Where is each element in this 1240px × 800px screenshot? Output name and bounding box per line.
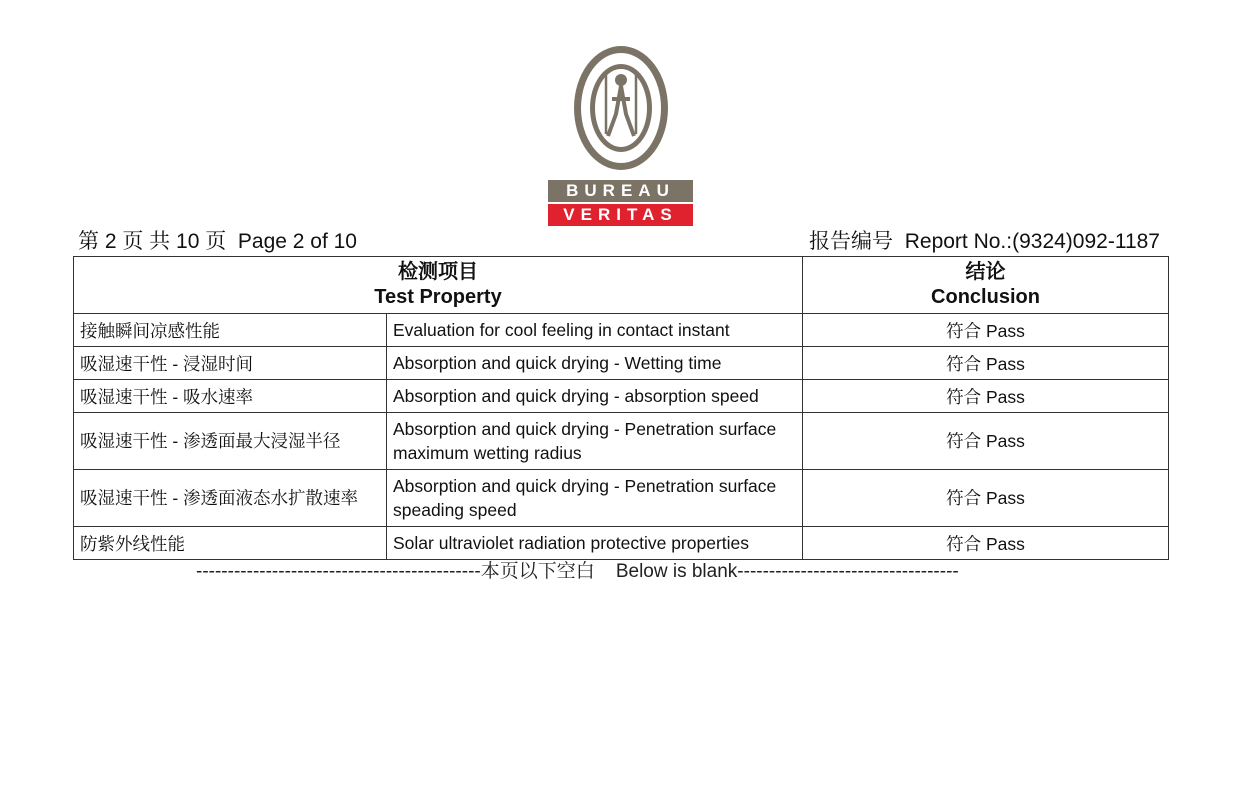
table-header-row bbox=[74, 257, 1169, 314]
row-property-cn: 吸湿速干性 - 渗透面最大浸湿半径 bbox=[74, 413, 387, 470]
report-number-cn: 报告编号 bbox=[809, 230, 894, 253]
table-row bbox=[74, 314, 1169, 347]
row-result: 符合 Pass bbox=[803, 380, 1169, 413]
row-property-en: Absorption and quick drying - Wetting time bbox=[387, 347, 803, 380]
table-row bbox=[74, 380, 1169, 413]
table-row bbox=[74, 470, 1169, 527]
row-result: 符合 Pass bbox=[803, 470, 1169, 527]
column-header-test-property bbox=[74, 257, 803, 314]
logo-word-bureau: BUREAU bbox=[548, 180, 693, 202]
bureau-veritas-seal-icon bbox=[572, 44, 670, 172]
row-result: 符合 Pass bbox=[803, 347, 1169, 380]
row-property-en: Absorption and quick drying - Penetration surface speading speed bbox=[387, 470, 803, 527]
row-result: 符合 Pass bbox=[803, 314, 1169, 347]
row-property-en: Absorption and quick drying - absorption speed bbox=[387, 380, 803, 413]
column-header-cn: 结论 bbox=[965, 261, 1006, 283]
row-result: 符合 Pass bbox=[803, 413, 1169, 470]
row-property-en: Absorption and quick drying - Penetration surface maximum wetting radius bbox=[387, 413, 803, 470]
test-results-table bbox=[73, 256, 1169, 560]
row-property-cn: 吸湿速干性 - 渗透面液态水扩散速率 bbox=[74, 470, 387, 527]
column-header-en: Conclusion bbox=[931, 286, 1040, 308]
page-indicator-en: Page 2 of 10 bbox=[237, 230, 357, 253]
report-number-value: Report No.:(9324)092-1187 bbox=[904, 230, 1160, 253]
page-indicator-cn: 第 2 页 共 10 页 bbox=[78, 230, 227, 253]
bureau-veritas-logo bbox=[548, 44, 693, 226]
row-property-en: Solar ultraviolet radiation protective properties bbox=[387, 527, 803, 560]
table-row bbox=[74, 527, 1169, 560]
page-indicator bbox=[78, 225, 357, 255]
row-property-en: Evaluation for cool feeling in contact instant bbox=[387, 314, 803, 347]
row-result: 符合 Pass bbox=[803, 527, 1169, 560]
table-row bbox=[74, 347, 1169, 380]
row-property-cn: 吸湿速干性 - 吸水速率 bbox=[74, 380, 387, 413]
column-header-en: Test Property bbox=[374, 286, 502, 308]
table-row bbox=[74, 413, 1169, 470]
column-header-conclusion bbox=[803, 257, 1169, 314]
row-property-cn: 接触瞬间凉感性能 bbox=[74, 314, 387, 347]
column-header-cn: 检测项目 bbox=[398, 261, 478, 283]
below-is-blank-note: ---------------------------------------------本页以下空白 Below is blank----------------------------------- bbox=[196, 561, 959, 582]
logo-word-veritas: VERITAS bbox=[548, 204, 693, 226]
row-property-cn: 吸湿速干性 - 浸湿时间 bbox=[74, 347, 387, 380]
report-number bbox=[809, 225, 1160, 255]
row-property-cn: 防紫外线性能 bbox=[74, 527, 387, 560]
